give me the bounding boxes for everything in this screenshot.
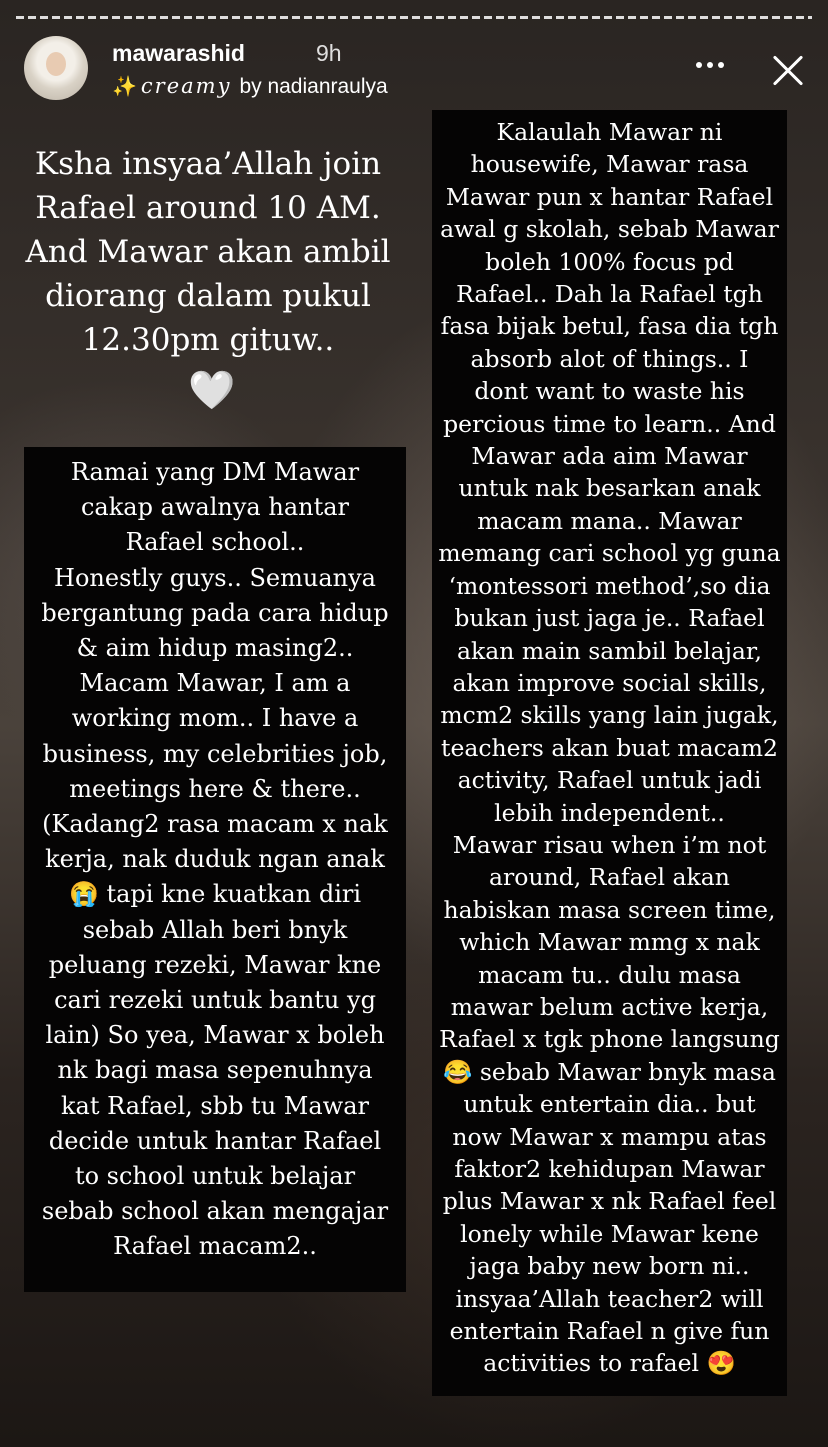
- right-text-line: Rafael.. Dah la Rafael tgh: [456, 280, 763, 309]
- headline-line: And Mawar akan ambil: [25, 234, 391, 270]
- left-text-line: lain) So yea, Mawar x boleh: [45, 1021, 385, 1050]
- right-text-line: percious time to learn.. And: [443, 409, 776, 438]
- right-text-line: absorb alot of things.. I: [470, 344, 749, 373]
- right-text-line: macam mana.. Mawar: [477, 506, 742, 535]
- right-text-line: akan improve social skills,: [452, 668, 767, 697]
- right-text-line: plus Mawar x nk Rafael feel: [442, 1187, 777, 1216]
- left-text-line: cakap awalnya hantar: [80, 493, 350, 522]
- username[interactable]: mawarashid: [112, 40, 245, 66]
- left-text-line: to school untuk belajar: [74, 1162, 356, 1191]
- left-text-line: nk bagi masa sepenuhnya: [57, 1056, 373, 1085]
- left-text-line: Macam Mawar, I am a: [79, 669, 351, 698]
- story-headline-text: [18, 142, 398, 362]
- left-text-line: & aim hidup masing2..: [76, 634, 354, 663]
- right-text-line: ‘montessori method’,so dia: [448, 571, 771, 600]
- left-text-line: sebab school akan mengajar: [41, 1197, 389, 1226]
- right-text-line: lebih independent..: [494, 798, 725, 827]
- left-text-line: meetings here & there..: [69, 774, 361, 803]
- white-heart-emoji: 🤍: [188, 368, 236, 412]
- left-text-line: Ramai yang DM Mawar: [70, 458, 360, 486]
- right-text-line: Rafael x tgk phone langsung: [439, 1025, 780, 1054]
- right-text-box: [432, 110, 787, 1396]
- right-text-line: bukan just jaga je.. Rafael: [454, 604, 765, 633]
- left-text-line: sebab Allah beri bnyk: [82, 915, 348, 944]
- left-text-line: cari rezeki untuk bantu yg: [54, 986, 376, 1015]
- right-text-line: boleh 100% focus pd: [485, 247, 734, 276]
- left-text-line: Rafael school..: [125, 528, 305, 557]
- right-text-line: Mawar ada aim Mawar: [471, 442, 748, 471]
- story-timestamp: 9h: [316, 40, 342, 66]
- left-text-line: (Kadang2 rasa macam x nak: [42, 810, 388, 839]
- left-text-line: kat Rafael, sbb tu Mawar: [61, 1091, 369, 1120]
- left-text-line: Rafael macam2..: [113, 1232, 317, 1261]
- right-text-line: memang cari school yg guna: [438, 539, 781, 568]
- left-text-line: Honestly guys.. Semuanya: [54, 563, 376, 592]
- right-text-line: activities to rafael 😍: [483, 1349, 736, 1378]
- right-text-line: housewife, Mawar rasa: [470, 150, 749, 179]
- right-text-line: macam tu.. dulu masa: [478, 960, 741, 989]
- close-icon[interactable]: [766, 48, 810, 92]
- sparkle-icon: ✨: [112, 76, 137, 98]
- headline-line: Ksha insyaa’Allah join: [34, 146, 382, 182]
- right-text-line: 😂 sebab Mawar bnyk masa: [443, 1057, 776, 1086]
- left-text-line: peluang rezeki, Mawar kne: [48, 950, 382, 979]
- right-text-line: which Mawar mmg x nak: [459, 928, 760, 957]
- right-text-line: untuk nak besarkan anak: [458, 474, 761, 503]
- right-text-line: mawar belum active kerja,: [450, 992, 769, 1021]
- right-text-line: Kalaulah Mawar ni: [496, 118, 723, 146]
- right-text-line: faktor2 kehidupan Mawar: [454, 1155, 765, 1183]
- right-text-line: Mawar risau when i’m not: [452, 830, 767, 859]
- right-text-line: now Mawar x mampu atas: [452, 1122, 767, 1151]
- right-text-line: jaga baby new born ni..: [469, 1252, 750, 1281]
- left-text-line: kerja, nak duduk ngan anak: [45, 845, 385, 874]
- left-text-line: bergantung pada cara hidup: [41, 598, 389, 627]
- right-text-line: activity, Rafael untuk jadi: [457, 766, 762, 795]
- right-text-line: habiskan masa screen time,: [443, 895, 776, 924]
- right-text-line: untuk entertain dia.. but: [463, 1090, 756, 1119]
- left-text-line: working mom.. I have a: [71, 704, 359, 733]
- avatar[interactable]: [24, 36, 88, 100]
- right-text-line: around, Rafael akan: [489, 863, 730, 892]
- left-text-line: decide untuk hantar Rafael: [48, 1126, 382, 1155]
- effect-credit-author: by nadianraulya: [239, 75, 388, 98]
- right-text-line: insyaa’Allah teacher2 will: [455, 1284, 764, 1313]
- story-progress-bar: [16, 16, 812, 19]
- right-text-line: awal g skolah, sebab Mawar: [440, 215, 779, 244]
- story-header: [24, 36, 812, 106]
- headline-line: Rafael around 10 AM.: [35, 190, 381, 226]
- right-text-line: mcm2 skills yang lain jugak,: [440, 701, 779, 730]
- right-text-line: teachers akan buat macam2: [441, 733, 778, 762]
- headline-line: diorang dalam pukul: [45, 278, 371, 314]
- headline-line: 12.30pm gituw..: [81, 322, 335, 358]
- right-text-line: fasa bijak betul, fasa dia tgh: [440, 312, 779, 341]
- right-text-line: entertain Rafael n give fun: [449, 1317, 770, 1346]
- effect-credit[interactable]: [112, 74, 388, 99]
- left-text-line: business, my celebrities job,: [42, 739, 388, 768]
- right-text-line: lonely while Mawar kene: [460, 1219, 759, 1248]
- right-text-line: Mawar pun x hantar Rafael: [445, 182, 774, 211]
- more-options-button[interactable]: [688, 50, 732, 80]
- right-text-line: dont want to waste his: [474, 377, 745, 406]
- effect-name: creamy: [140, 74, 232, 98]
- left-text-line: 😭 tapi kne kuatkan diri: [68, 880, 362, 909]
- right-text-line: akan main sambil belajar,: [456, 636, 763, 665]
- left-text-box: [24, 447, 406, 1292]
